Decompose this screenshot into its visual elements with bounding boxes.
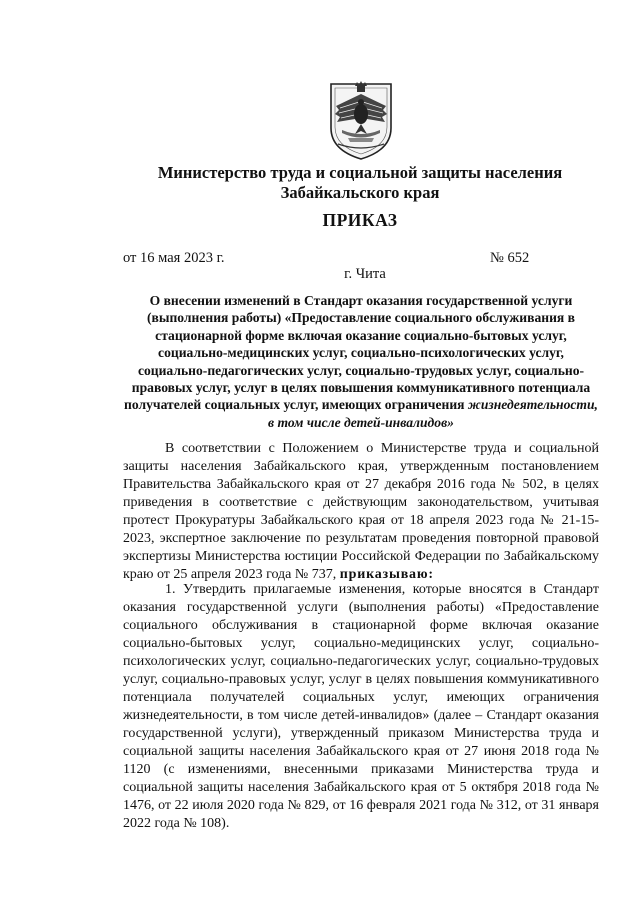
- coat-of-arms-emblem: [326, 80, 396, 162]
- preamble-text: В соответствии с Положением о Министерстве труда и социальной защиты населения Забайкальского края, утвержденным постановлением Правительства Забайкальского края от 27 декабря 2016 года № 502, в целях приведения в соответствие с действующим законодательством, учитывая протест Прокуратуры Забайкальского края от 18 апреля 2023 года № 21-15-2023, экспертное заключение по результатам проведения повторной правовой экспертизы Министерства юстиции Российской Федерации по Забайкальскому краю от 25 апреля 2023 года № 737,: [123, 441, 599, 582]
- item-1-paragraph: 1. Утвердить прилагаемые изменения, которые вносятся в Стандарт оказания государственной услуги (выполнения работы) «Предоставление социального обслуживания в стационарной форме включая оказание социально-бытовых услуг, социально-медицинских услуг, социально-психологических услуг, социально-педагогических услуг, социально-трудовых услуг, социально-правовых услуг, услуг в целях повышения коммуникативного потенциала получателей социальных услуг, имеющих ограничения жизнедеятельности, в том числе детей-инвалидов» (далее – Стандарт оказания государственной услуги), утвержденный приказом Министерства труда и социальной защиты населения Забайкальского края от 27 июня 2018 года № 1120 (с изменениями, внесенными приказами Министерства труда и социальной защиты населения Забайкальского края от 5 октября 2018 года № 1476, от 22 июля 2020 года № 829, от 16 февраля 2021 года № 312, от 31 января 2022 года № 108).: [123, 582, 599, 831]
- order-number: № 652: [490, 250, 530, 266]
- order-city: г. Чита: [344, 266, 386, 282]
- order-title: ПРИКАЗ: [322, 210, 398, 230]
- preamble-paragraph: [123, 440, 599, 584]
- order-date: от 16 мая 2023 г.: [123, 250, 225, 266]
- ministry-name: [140, 163, 580, 203]
- ministry-line-1: Министерство труда и социальной защиты населения: [157, 163, 563, 182]
- subject-main-text: О внесении изменений в Стандарт оказания государственной услуги (выполнения работы) «Предоставление социального обслуживания в стационарной форме включая оказание социально-бытовых услуг, социально-медицинских услуг, социально-психологических услуг, социально-педагогических услуг, социально-трудовых услуг, социально-правовых услуг, услуг в целях повышения коммуникативного потенциала получателей социальных услуг, имеющих ограничения: [124, 293, 591, 413]
- order-verb: приказываю:: [339, 567, 434, 582]
- subject-tail-text: жизнедеятельности, в том числе детей-инвалидов»: [268, 397, 598, 430]
- order-subject: [123, 292, 599, 431]
- ministry-line-2: Забайкальского края: [280, 183, 440, 202]
